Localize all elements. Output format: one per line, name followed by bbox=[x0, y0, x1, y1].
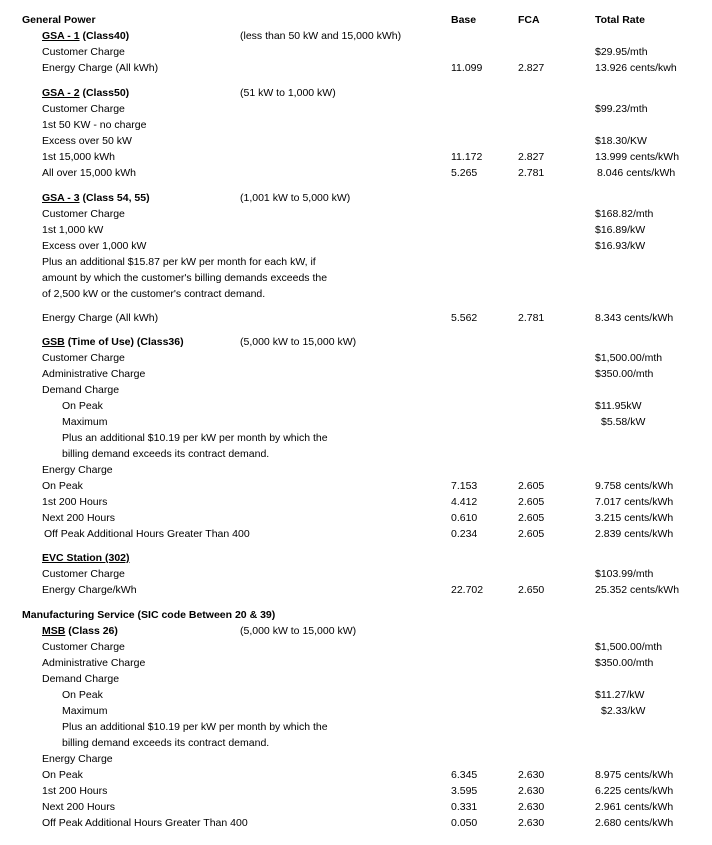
gsa1-title-row bbox=[0, 28, 712, 44]
table-row bbox=[0, 382, 712, 398]
column-header-base: Base bbox=[451, 14, 477, 26]
gsa2-code: GSA - 2 bbox=[42, 87, 80, 99]
table-row bbox=[0, 494, 712, 510]
gsb-energy-on-peak-label: On Peak bbox=[42, 480, 83, 492]
table-row bbox=[0, 687, 712, 703]
header-row bbox=[0, 12, 712, 28]
table-row bbox=[0, 222, 712, 238]
table-row bbox=[0, 462, 712, 478]
table-row bbox=[0, 414, 712, 430]
column-header-total-rate: Total Rate bbox=[595, 14, 645, 26]
gsa2-class: (Class50) bbox=[82, 87, 130, 99]
msb-code: MSB bbox=[42, 625, 66, 637]
gsa2-first15000-base: 11.172 bbox=[451, 151, 483, 163]
evc-energy-base: 22.702 bbox=[451, 584, 484, 596]
msb-energy-on-peak-base: 6.345 bbox=[451, 769, 478, 781]
msb-offpeak-fca: 2.630 bbox=[518, 817, 545, 829]
gsa2-first15000-label: 1st 15,000 kWh bbox=[42, 151, 115, 163]
msb-first200-base: 3.595 bbox=[451, 785, 478, 797]
gsa3-plus-line-1: Plus an additional $15.87 per kW per month for each kW, if bbox=[42, 256, 316, 268]
table-row bbox=[0, 510, 712, 526]
gsa3-title bbox=[42, 190, 150, 206]
table-row bbox=[0, 751, 712, 767]
table-row bbox=[0, 398, 712, 414]
msb-first200-fca: 2.630 bbox=[518, 785, 545, 797]
gsb-offpeak-base: 0.234 bbox=[451, 528, 478, 540]
gsa3-energy-total: 8.343 cents/kWh bbox=[595, 312, 674, 324]
gsa3-energy-fca: 2.781 bbox=[518, 312, 545, 324]
table-row bbox=[0, 703, 712, 719]
gsb-offpeak-total: 2.839 cents/kWh bbox=[595, 528, 674, 540]
section-manufacturing-service: Manufacturing Service (SIC code Between 20 & 39) bbox=[22, 609, 276, 621]
gsb-title-row bbox=[0, 334, 712, 350]
table-row bbox=[0, 478, 712, 494]
table-row bbox=[0, 719, 712, 735]
msb-energy-on-peak-fca: 2.630 bbox=[518, 769, 545, 781]
gsa2-title bbox=[42, 85, 129, 101]
gsb-customer-charge-label: Customer Charge bbox=[42, 352, 125, 364]
msb-next200-label: Next 200 Hours bbox=[42, 801, 115, 813]
table-row bbox=[0, 286, 712, 302]
gsa3-energy-base: 5.562 bbox=[451, 312, 478, 324]
msb-title-row bbox=[0, 623, 712, 639]
gsa3-code: GSA - 3 bbox=[42, 192, 80, 204]
evc-customer-charge-total: $103.99/mth bbox=[595, 568, 654, 580]
gsb-demand-on-peak-total: $11.95kW bbox=[595, 400, 642, 412]
table-row bbox=[0, 671, 712, 687]
table-row bbox=[0, 655, 712, 671]
section-general-power: General Power bbox=[22, 14, 96, 26]
gsb-first200-base: 4.412 bbox=[451, 496, 478, 508]
gsb-plus-line-2: billing demand exceeds its contract demand. bbox=[62, 448, 270, 460]
msb-title bbox=[42, 623, 118, 639]
gsa2-title-row bbox=[0, 85, 712, 101]
gsa1-energy-fca: 2.827 bbox=[518, 62, 545, 74]
table-row bbox=[0, 254, 712, 270]
gsa3-class: (Class 54, 55) bbox=[82, 192, 150, 204]
table-row bbox=[0, 735, 712, 751]
msb-demand-maximum-total: $2.33/kW bbox=[601, 705, 646, 717]
gsb-offpeak-label: Off Peak Additional Hours Greater Than 400 bbox=[44, 528, 250, 540]
table-row bbox=[0, 310, 712, 326]
table-row bbox=[0, 799, 712, 815]
table-row bbox=[0, 430, 712, 446]
evc-energy-fca: 2.650 bbox=[518, 584, 545, 596]
gsa3-excess1000-label: Excess over 1,000 kW bbox=[42, 240, 147, 252]
gsa3-title-row bbox=[0, 190, 712, 206]
msb-customer-charge-total: $1,500.00/mth bbox=[595, 641, 663, 653]
gsa3-customer-charge-label: Customer Charge bbox=[42, 208, 125, 220]
gsb-code: GSB bbox=[42, 336, 65, 348]
gsa2-over15000-base: 5.265 bbox=[451, 167, 478, 179]
gsb-range: (5,000 kW to 15,000 kW) bbox=[240, 336, 357, 348]
gsb-first200-label: 1st 200 Hours bbox=[42, 496, 108, 508]
gsa1-title bbox=[42, 28, 129, 44]
gsb-energy-on-peak-fca: 2.605 bbox=[518, 480, 545, 492]
gsa3-first1000-total: $16.89/kW bbox=[595, 224, 646, 236]
table-row bbox=[0, 350, 712, 366]
gsa2-first15000-total: 13.999 cents/kWh bbox=[595, 151, 680, 163]
gsa1-energy-total: 13.926 cents/kwh bbox=[595, 62, 677, 74]
msb-plus-line-1: Plus an additional $10.19 per kW per month by which the bbox=[62, 721, 328, 733]
msb-next200-base: 0.331 bbox=[451, 801, 478, 813]
gsa3-excess1000-total: $16.93/kW bbox=[595, 240, 646, 252]
msb-plus-line-2: billing demand exceeds its contract demand. bbox=[62, 737, 270, 749]
gsa2-over15000-total: 8.046 cents/kWh bbox=[597, 167, 676, 179]
msb-energy-on-peak-label: On Peak bbox=[42, 769, 83, 781]
msb-next200-total: 2.961 cents/kWh bbox=[595, 801, 674, 813]
gsa2-first50-label: 1st 50 KW - no charge bbox=[42, 119, 147, 131]
gsa3-first1000-label: 1st 1,000 kW bbox=[42, 224, 104, 236]
table-row bbox=[0, 44, 712, 60]
gsa1-customer-charge-total: $29.95/mth bbox=[595, 46, 648, 58]
table-row bbox=[0, 566, 712, 582]
msb-admin-charge-total: $350.00/mth bbox=[595, 657, 654, 669]
table-row bbox=[0, 270, 712, 286]
table-row bbox=[0, 639, 712, 655]
table-row bbox=[0, 165, 712, 181]
msb-first200-total: 6.225 cents/kWh bbox=[595, 785, 674, 797]
msb-energy-on-peak-total: 8.975 cents/kWh bbox=[595, 769, 674, 781]
gsa3-plus-line-3: of 2,500 kW or the customer's contract demand. bbox=[42, 288, 266, 300]
evc-energy-total: 25.352 cents/kWh bbox=[595, 584, 680, 596]
gsb-demand-maximum-label: Maximum bbox=[62, 416, 108, 428]
msb-next200-fca: 2.630 bbox=[518, 801, 545, 813]
gsb-offpeak-fca: 2.605 bbox=[518, 528, 545, 540]
table-row bbox=[0, 101, 712, 117]
gsa3-plus-line-2: amount by which the customer's billing demands exceeds the bbox=[42, 272, 328, 284]
gsb-next200-label: Next 200 Hours bbox=[42, 512, 115, 524]
gsa1-code: GSA - 1 bbox=[42, 30, 80, 42]
table-row bbox=[0, 206, 712, 222]
table-row bbox=[0, 767, 712, 783]
mfg-section-row bbox=[0, 607, 712, 623]
gsa2-first15000-fca: 2.827 bbox=[518, 151, 545, 163]
msb-range: (5,000 kW to 15,000 kW) bbox=[240, 625, 357, 637]
table-row bbox=[0, 117, 712, 133]
evc-title: EVC Station (302) bbox=[42, 552, 130, 564]
gsb-energy-on-peak-total: 9.758 cents/kWh bbox=[595, 480, 674, 492]
msb-offpeak-total: 2.680 cents/kWh bbox=[595, 817, 674, 829]
gsa1-customer-charge-label: Customer Charge bbox=[42, 46, 125, 58]
gsa1-class: (Class40) bbox=[82, 30, 130, 42]
msb-admin-charge-label: Administrative Charge bbox=[42, 657, 146, 669]
gsb-energy-on-peak-base: 7.153 bbox=[451, 480, 478, 492]
msb-class: (Class 26) bbox=[68, 625, 118, 637]
msb-first200-label: 1st 200 Hours bbox=[42, 785, 108, 797]
gsa2-excess50-total: $18.30/KW bbox=[595, 135, 647, 147]
gsa2-customer-charge-total: $99.23/mth bbox=[595, 103, 648, 115]
gsb-next200-fca: 2.605 bbox=[518, 512, 545, 524]
table-row bbox=[0, 366, 712, 382]
evc-title-row bbox=[0, 550, 712, 566]
gsb-customer-charge-total: $1,500.00/mth bbox=[595, 352, 663, 364]
gsb-energy-charge-label: Energy Charge bbox=[42, 464, 113, 476]
table-row bbox=[0, 60, 712, 76]
evc-energy-charge-label: Energy Charge/kWh bbox=[42, 584, 137, 596]
table-row bbox=[0, 238, 712, 254]
msb-offpeak-label: Off Peak Additional Hours Greater Than 400 bbox=[42, 817, 248, 829]
table-row bbox=[0, 446, 712, 462]
gsb-admin-charge-label: Administrative Charge bbox=[42, 368, 146, 380]
gsa1-range: (less than 50 kW and 15,000 kWh) bbox=[240, 30, 402, 42]
gsb-first200-fca: 2.605 bbox=[518, 496, 545, 508]
table-row bbox=[0, 149, 712, 165]
gsb-title bbox=[42, 334, 184, 350]
gsa2-customer-charge-label: Customer Charge bbox=[42, 103, 125, 115]
gsb-next200-total: 3.215 cents/kWh bbox=[595, 512, 674, 524]
msb-demand-maximum-label: Maximum bbox=[62, 705, 108, 717]
gsb-class: (Time of Use) (Class36) bbox=[67, 336, 184, 348]
gsb-next200-base: 0.610 bbox=[451, 512, 478, 524]
gsa3-range: (1,001 kW to 5,000 kW) bbox=[240, 192, 351, 204]
table-row bbox=[0, 133, 712, 149]
gsa3-customer-charge-total: $168.82/mth bbox=[595, 208, 654, 220]
table-row bbox=[0, 783, 712, 799]
gsa1-energy-charge-label: Energy Charge (All kWh) bbox=[42, 62, 159, 74]
gsa2-range: (51 kW to 1,000 kW) bbox=[240, 87, 336, 99]
gsa1-energy-base: 11.099 bbox=[451, 62, 483, 74]
evc-customer-charge-label: Customer Charge bbox=[42, 568, 125, 580]
msb-offpeak-base: 0.050 bbox=[451, 817, 478, 829]
gsb-demand-on-peak-label: On Peak bbox=[62, 400, 103, 412]
msb-customer-charge-label: Customer Charge bbox=[42, 641, 125, 653]
msb-demand-on-peak-total: $11.27/kW bbox=[595, 689, 645, 701]
msb-energy-charge-label: Energy Charge bbox=[42, 753, 113, 765]
msb-demand-charge-label: Demand Charge bbox=[42, 673, 120, 685]
gsb-first200-total: 7.017 cents/kWh bbox=[595, 496, 674, 508]
msb-demand-on-peak-label: On Peak bbox=[62, 689, 103, 701]
gsa3-energy-charge-label: Energy Charge (All kWh) bbox=[42, 312, 159, 324]
gsa2-over15000-label: All over 15,000 kWh bbox=[42, 167, 136, 179]
column-header-fca: FCA bbox=[518, 14, 540, 26]
gsb-plus-line-1: Plus an additional $10.19 per kW per month by which the bbox=[62, 432, 328, 444]
gsb-demand-maximum-total: $5.58/kW bbox=[601, 416, 646, 428]
gsb-demand-charge-label: Demand Charge bbox=[42, 384, 120, 396]
table-row bbox=[0, 815, 712, 831]
table-row bbox=[0, 582, 712, 598]
gsa2-excess50-label: Excess over 50 kW bbox=[42, 135, 132, 147]
table-row bbox=[0, 526, 712, 542]
gsa2-over15000-fca: 2.781 bbox=[518, 167, 545, 179]
gsb-admin-charge-total: $350.00/mth bbox=[595, 368, 654, 380]
